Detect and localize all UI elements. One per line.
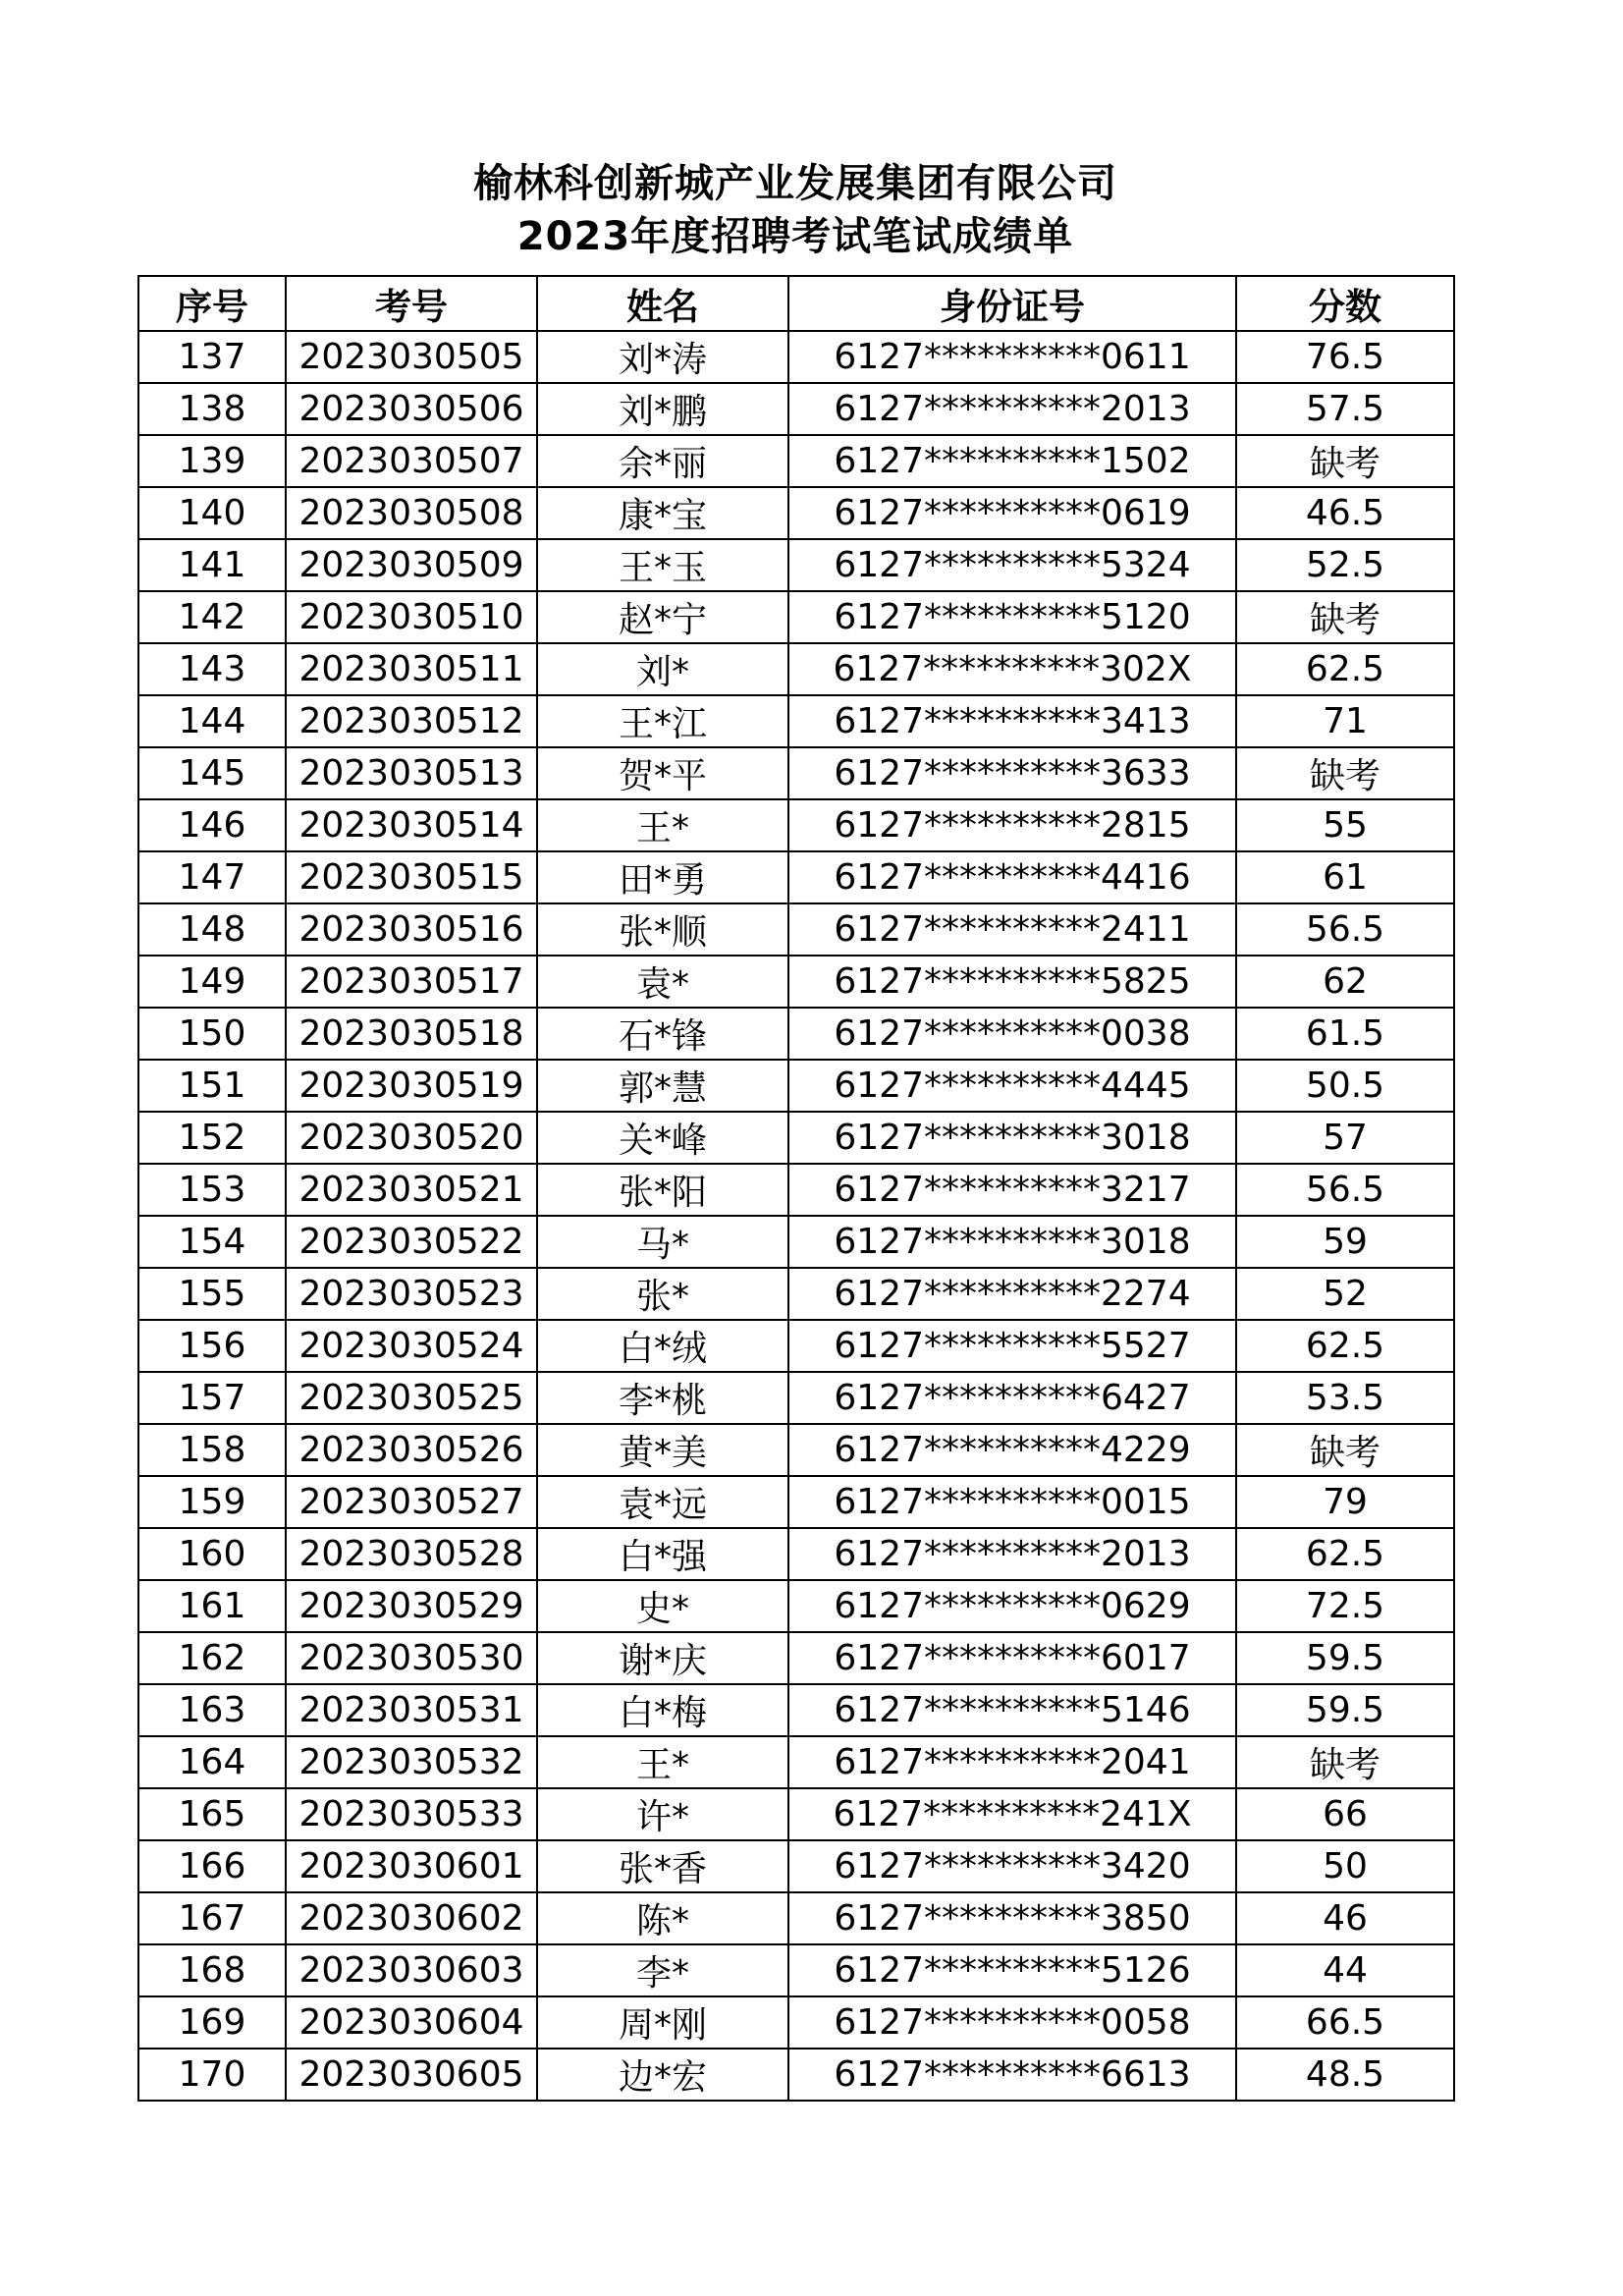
cell-index: 151 [138, 1060, 286, 1112]
cell-score: 52 [1236, 1268, 1454, 1320]
cell-exam-number: 2023030513 [286, 747, 537, 799]
cell-index: 159 [138, 1476, 286, 1528]
cell-exam-number: 2023030603 [286, 1944, 537, 1996]
cell-score: 59.5 [1236, 1632, 1454, 1684]
cell-score: 56.5 [1236, 903, 1454, 956]
cell-id-number: 6127**********3018 [788, 1112, 1236, 1164]
cell-index: 164 [138, 1736, 286, 1788]
cell-index: 138 [138, 383, 286, 435]
cell-name: 边*宏 [537, 2049, 788, 2101]
cell-exam-number: 2023030514 [286, 799, 537, 851]
cell-name: 白*梅 [537, 1684, 788, 1736]
cell-name: 石*锋 [537, 1008, 788, 1060]
cell-id-number: 6127**********0629 [788, 1580, 1236, 1632]
title-company: 榆林科创新城产业发展集团有限公司 [473, 161, 1117, 206]
cell-id-number: 6127**********5324 [788, 539, 1236, 591]
table-header-row [138, 276, 1454, 331]
table-row [138, 1424, 1454, 1476]
table-row [138, 1580, 1454, 1632]
table-row [138, 643, 1454, 695]
cell-id-number: 6127**********302X [788, 643, 1236, 695]
header-name: 姓名 [537, 276, 788, 331]
cell-index: 155 [138, 1268, 286, 1320]
cell-index: 148 [138, 903, 286, 956]
cell-score: 56.5 [1236, 1164, 1454, 1216]
cell-index: 163 [138, 1684, 286, 1736]
cell-index: 167 [138, 1892, 286, 1944]
cell-id-number: 6127**********0619 [788, 487, 1236, 539]
cell-name: 田*勇 [537, 851, 788, 903]
cell-id-number: 6127**********6017 [788, 1632, 1236, 1684]
cell-index: 144 [138, 695, 286, 747]
cell-name: 刘* [537, 643, 788, 695]
cell-id-number: 6127**********6427 [788, 1372, 1236, 1424]
header-id-number: 身份证号 [788, 276, 1236, 331]
cell-index: 168 [138, 1944, 286, 1996]
table-row [138, 1112, 1454, 1164]
cell-index: 166 [138, 1840, 286, 1892]
table-row [138, 1528, 1454, 1580]
cell-exam-number: 2023030511 [286, 643, 537, 695]
cell-name: 马* [537, 1216, 788, 1268]
table-row [138, 903, 1454, 956]
cell-index: 139 [138, 435, 286, 487]
cell-id-number: 6127**********0038 [788, 1008, 1236, 1060]
cell-score: 缺考 [1236, 1424, 1454, 1476]
cell-name: 王* [537, 1736, 788, 1788]
cell-name: 张*香 [537, 1840, 788, 1892]
cell-exam-number: 2023030531 [286, 1684, 537, 1736]
cell-score: 50 [1236, 1840, 1454, 1892]
cell-exam-number: 2023030506 [286, 383, 537, 435]
cell-name: 袁*远 [537, 1476, 788, 1528]
cell-exam-number: 2023030526 [286, 1424, 537, 1476]
table-row [138, 539, 1454, 591]
cell-id-number: 6127**********0058 [788, 1996, 1236, 2049]
cell-exam-number: 2023030519 [286, 1060, 537, 1112]
cell-index: 157 [138, 1372, 286, 1424]
cell-id-number: 6127**********2041 [788, 1736, 1236, 1788]
cell-index: 140 [138, 487, 286, 539]
header-index: 序号 [138, 276, 286, 331]
document-title [137, 157, 1453, 263]
cell-score: 44 [1236, 1944, 1454, 1996]
cell-name: 张*顺 [537, 903, 788, 956]
table-row [138, 799, 1454, 851]
cell-id-number: 6127**********3420 [788, 1840, 1236, 1892]
cell-id-number: 6127**********5825 [788, 956, 1236, 1008]
cell-score: 62.5 [1236, 1320, 1454, 1372]
cell-name: 陈* [537, 1892, 788, 1944]
cell-name: 白*绒 [537, 1320, 788, 1372]
cell-exam-number: 2023030528 [286, 1528, 537, 1580]
cell-exam-number: 2023030527 [286, 1476, 537, 1528]
cell-score: 76.5 [1236, 331, 1454, 383]
cell-score: 62 [1236, 956, 1454, 1008]
table-row [138, 1216, 1454, 1268]
cell-name: 王*玉 [537, 539, 788, 591]
cell-exam-number: 2023030524 [286, 1320, 537, 1372]
cell-name: 刘*鹏 [537, 383, 788, 435]
cell-exam-number: 2023030521 [286, 1164, 537, 1216]
cell-id-number: 6127**********1502 [788, 435, 1236, 487]
cell-name: 白*强 [537, 1528, 788, 1580]
table-row [138, 1996, 1454, 2049]
cell-name: 余*丽 [537, 435, 788, 487]
cell-score: 61 [1236, 851, 1454, 903]
cell-index: 145 [138, 747, 286, 799]
cell-exam-number: 2023030601 [286, 1840, 537, 1892]
cell-index: 150 [138, 1008, 286, 1060]
cell-index: 169 [138, 1996, 286, 2049]
cell-exam-number: 2023030518 [286, 1008, 537, 1060]
cell-score: 72.5 [1236, 1580, 1454, 1632]
cell-index: 160 [138, 1528, 286, 1580]
table-row [138, 1632, 1454, 1684]
cell-index: 162 [138, 1632, 286, 1684]
cell-name: 黄*美 [537, 1424, 788, 1476]
cell-exam-number: 2023030522 [286, 1216, 537, 1268]
cell-exam-number: 2023030515 [286, 851, 537, 903]
header-exam-number: 考号 [286, 276, 537, 331]
cell-index: 156 [138, 1320, 286, 1372]
cell-index: 158 [138, 1424, 286, 1476]
cell-id-number: 6127**********5527 [788, 1320, 1236, 1372]
cell-id-number: 6127**********2815 [788, 799, 1236, 851]
cell-id-number: 6127**********3850 [788, 1892, 1236, 1944]
cell-index: 143 [138, 643, 286, 695]
cell-score: 缺考 [1236, 591, 1454, 643]
cell-index: 161 [138, 1580, 286, 1632]
table-row [138, 1840, 1454, 1892]
cell-score: 48.5 [1236, 2049, 1454, 2101]
cell-id-number: 6127**********6613 [788, 2049, 1236, 2101]
cell-score: 62.5 [1236, 1528, 1454, 1580]
cell-name: 关*峰 [537, 1112, 788, 1164]
cell-exam-number: 2023030520 [286, 1112, 537, 1164]
cell-index: 165 [138, 1788, 286, 1840]
cell-name: 郭*慧 [537, 1060, 788, 1112]
cell-score: 59 [1236, 1216, 1454, 1268]
cell-exam-number: 2023030507 [286, 435, 537, 487]
table-row [138, 1164, 1454, 1216]
cell-id-number: 6127**********3217 [788, 1164, 1236, 1216]
cell-exam-number: 2023030533 [286, 1788, 537, 1840]
cell-score: 46.5 [1236, 487, 1454, 539]
cell-score: 66.5 [1236, 1996, 1454, 2049]
cell-name: 周*刚 [537, 1996, 788, 2049]
table-row [138, 1372, 1454, 1424]
table-row [138, 1008, 1454, 1060]
cell-id-number: 6127**********5120 [788, 591, 1236, 643]
cell-name: 史* [537, 1580, 788, 1632]
cell-name: 张* [537, 1268, 788, 1320]
cell-name: 王*江 [537, 695, 788, 747]
cell-exam-number: 2023030604 [286, 1996, 537, 2049]
header-score: 分数 [1236, 276, 1454, 331]
cell-exam-number: 2023030508 [286, 487, 537, 539]
cell-score: 53.5 [1236, 1372, 1454, 1424]
cell-index: 142 [138, 591, 286, 643]
cell-exam-number: 2023030505 [286, 331, 537, 383]
cell-exam-number: 2023030605 [286, 2049, 537, 2101]
table-row [138, 1684, 1454, 1736]
cell-exam-number: 2023030529 [286, 1580, 537, 1632]
cell-name: 李*桃 [537, 1372, 788, 1424]
cell-name: 赵*宁 [537, 591, 788, 643]
table-row [138, 956, 1454, 1008]
cell-id-number: 6127**********2274 [788, 1268, 1236, 1320]
cell-score: 57.5 [1236, 383, 1454, 435]
cell-score: 50.5 [1236, 1060, 1454, 1112]
cell-id-number: 6127**********0611 [788, 331, 1236, 383]
cell-id-number: 6127**********3018 [788, 1216, 1236, 1268]
table-row [138, 851, 1454, 903]
cell-index: 141 [138, 539, 286, 591]
cell-name: 许* [537, 1788, 788, 1840]
table-row [138, 1320, 1454, 1372]
cell-id-number: 6127**********3633 [788, 747, 1236, 799]
table-row [138, 1892, 1454, 1944]
table-row [138, 435, 1454, 487]
cell-exam-number: 2023030517 [286, 956, 537, 1008]
cell-name: 康*宝 [537, 487, 788, 539]
cell-name: 谢*庆 [537, 1632, 788, 1684]
cell-name: 王* [537, 799, 788, 851]
cell-id-number: 6127**********5126 [788, 1944, 1236, 1996]
cell-score: 缺考 [1236, 747, 1454, 799]
table-row [138, 1736, 1454, 1788]
score-table [137, 275, 1455, 2102]
cell-name: 李* [537, 1944, 788, 1996]
cell-score: 46 [1236, 1892, 1454, 1944]
cell-id-number: 6127**********4229 [788, 1424, 1236, 1476]
table-row [138, 487, 1454, 539]
table-row [138, 747, 1454, 799]
cell-index: 146 [138, 799, 286, 851]
table-body [138, 331, 1454, 2101]
cell-name: 贺*平 [537, 747, 788, 799]
cell-score: 61.5 [1236, 1008, 1454, 1060]
table-row [138, 1788, 1454, 1840]
cell-score: 66 [1236, 1788, 1454, 1840]
cell-index: 153 [138, 1164, 286, 1216]
cell-score: 52.5 [1236, 539, 1454, 591]
cell-id-number: 6127**********3413 [788, 695, 1236, 747]
cell-score: 71 [1236, 695, 1454, 747]
cell-id-number: 6127**********5146 [788, 1684, 1236, 1736]
cell-index: 137 [138, 331, 286, 383]
cell-index: 152 [138, 1112, 286, 1164]
table-row [138, 1060, 1454, 1112]
cell-name: 袁* [537, 956, 788, 1008]
cell-name: 张*阳 [537, 1164, 788, 1216]
cell-score: 缺考 [1236, 1736, 1454, 1788]
cell-index: 170 [138, 2049, 286, 2101]
cell-score: 62.5 [1236, 643, 1454, 695]
table-row [138, 331, 1454, 383]
cell-id-number: 6127**********2411 [788, 903, 1236, 956]
table-row [138, 1944, 1454, 1996]
cell-id-number: 6127**********2013 [788, 1528, 1236, 1580]
cell-exam-number: 2023030530 [286, 1632, 537, 1684]
cell-index: 149 [138, 956, 286, 1008]
cell-exam-number: 2023030516 [286, 903, 537, 956]
title-subtitle: 2023年度招聘考试笔试成绩单 [516, 214, 1074, 259]
cell-score: 79 [1236, 1476, 1454, 1528]
table-row [138, 383, 1454, 435]
cell-id-number: 6127**********241X [788, 1788, 1236, 1840]
cell-id-number: 6127**********4416 [788, 851, 1236, 903]
cell-exam-number: 2023030512 [286, 695, 537, 747]
cell-exam-number: 2023030523 [286, 1268, 537, 1320]
cell-name: 刘*涛 [537, 331, 788, 383]
cell-index: 147 [138, 851, 286, 903]
cell-exam-number: 2023030602 [286, 1892, 537, 1944]
cell-exam-number: 2023030525 [286, 1372, 537, 1424]
cell-index: 154 [138, 1216, 286, 1268]
table-row [138, 1476, 1454, 1528]
cell-score: 59.5 [1236, 1684, 1454, 1736]
cell-exam-number: 2023030509 [286, 539, 537, 591]
table-row [138, 1268, 1454, 1320]
cell-score: 55 [1236, 799, 1454, 851]
cell-id-number: 6127**********0015 [788, 1476, 1236, 1528]
cell-score: 57 [1236, 1112, 1454, 1164]
cell-id-number: 6127**********2013 [788, 383, 1236, 435]
cell-score: 缺考 [1236, 435, 1454, 487]
table-row [138, 591, 1454, 643]
cell-exam-number: 2023030510 [286, 591, 537, 643]
cell-id-number: 6127**********4445 [788, 1060, 1236, 1112]
table-row [138, 2049, 1454, 2101]
cell-exam-number: 2023030532 [286, 1736, 537, 1788]
table-row [138, 695, 1454, 747]
